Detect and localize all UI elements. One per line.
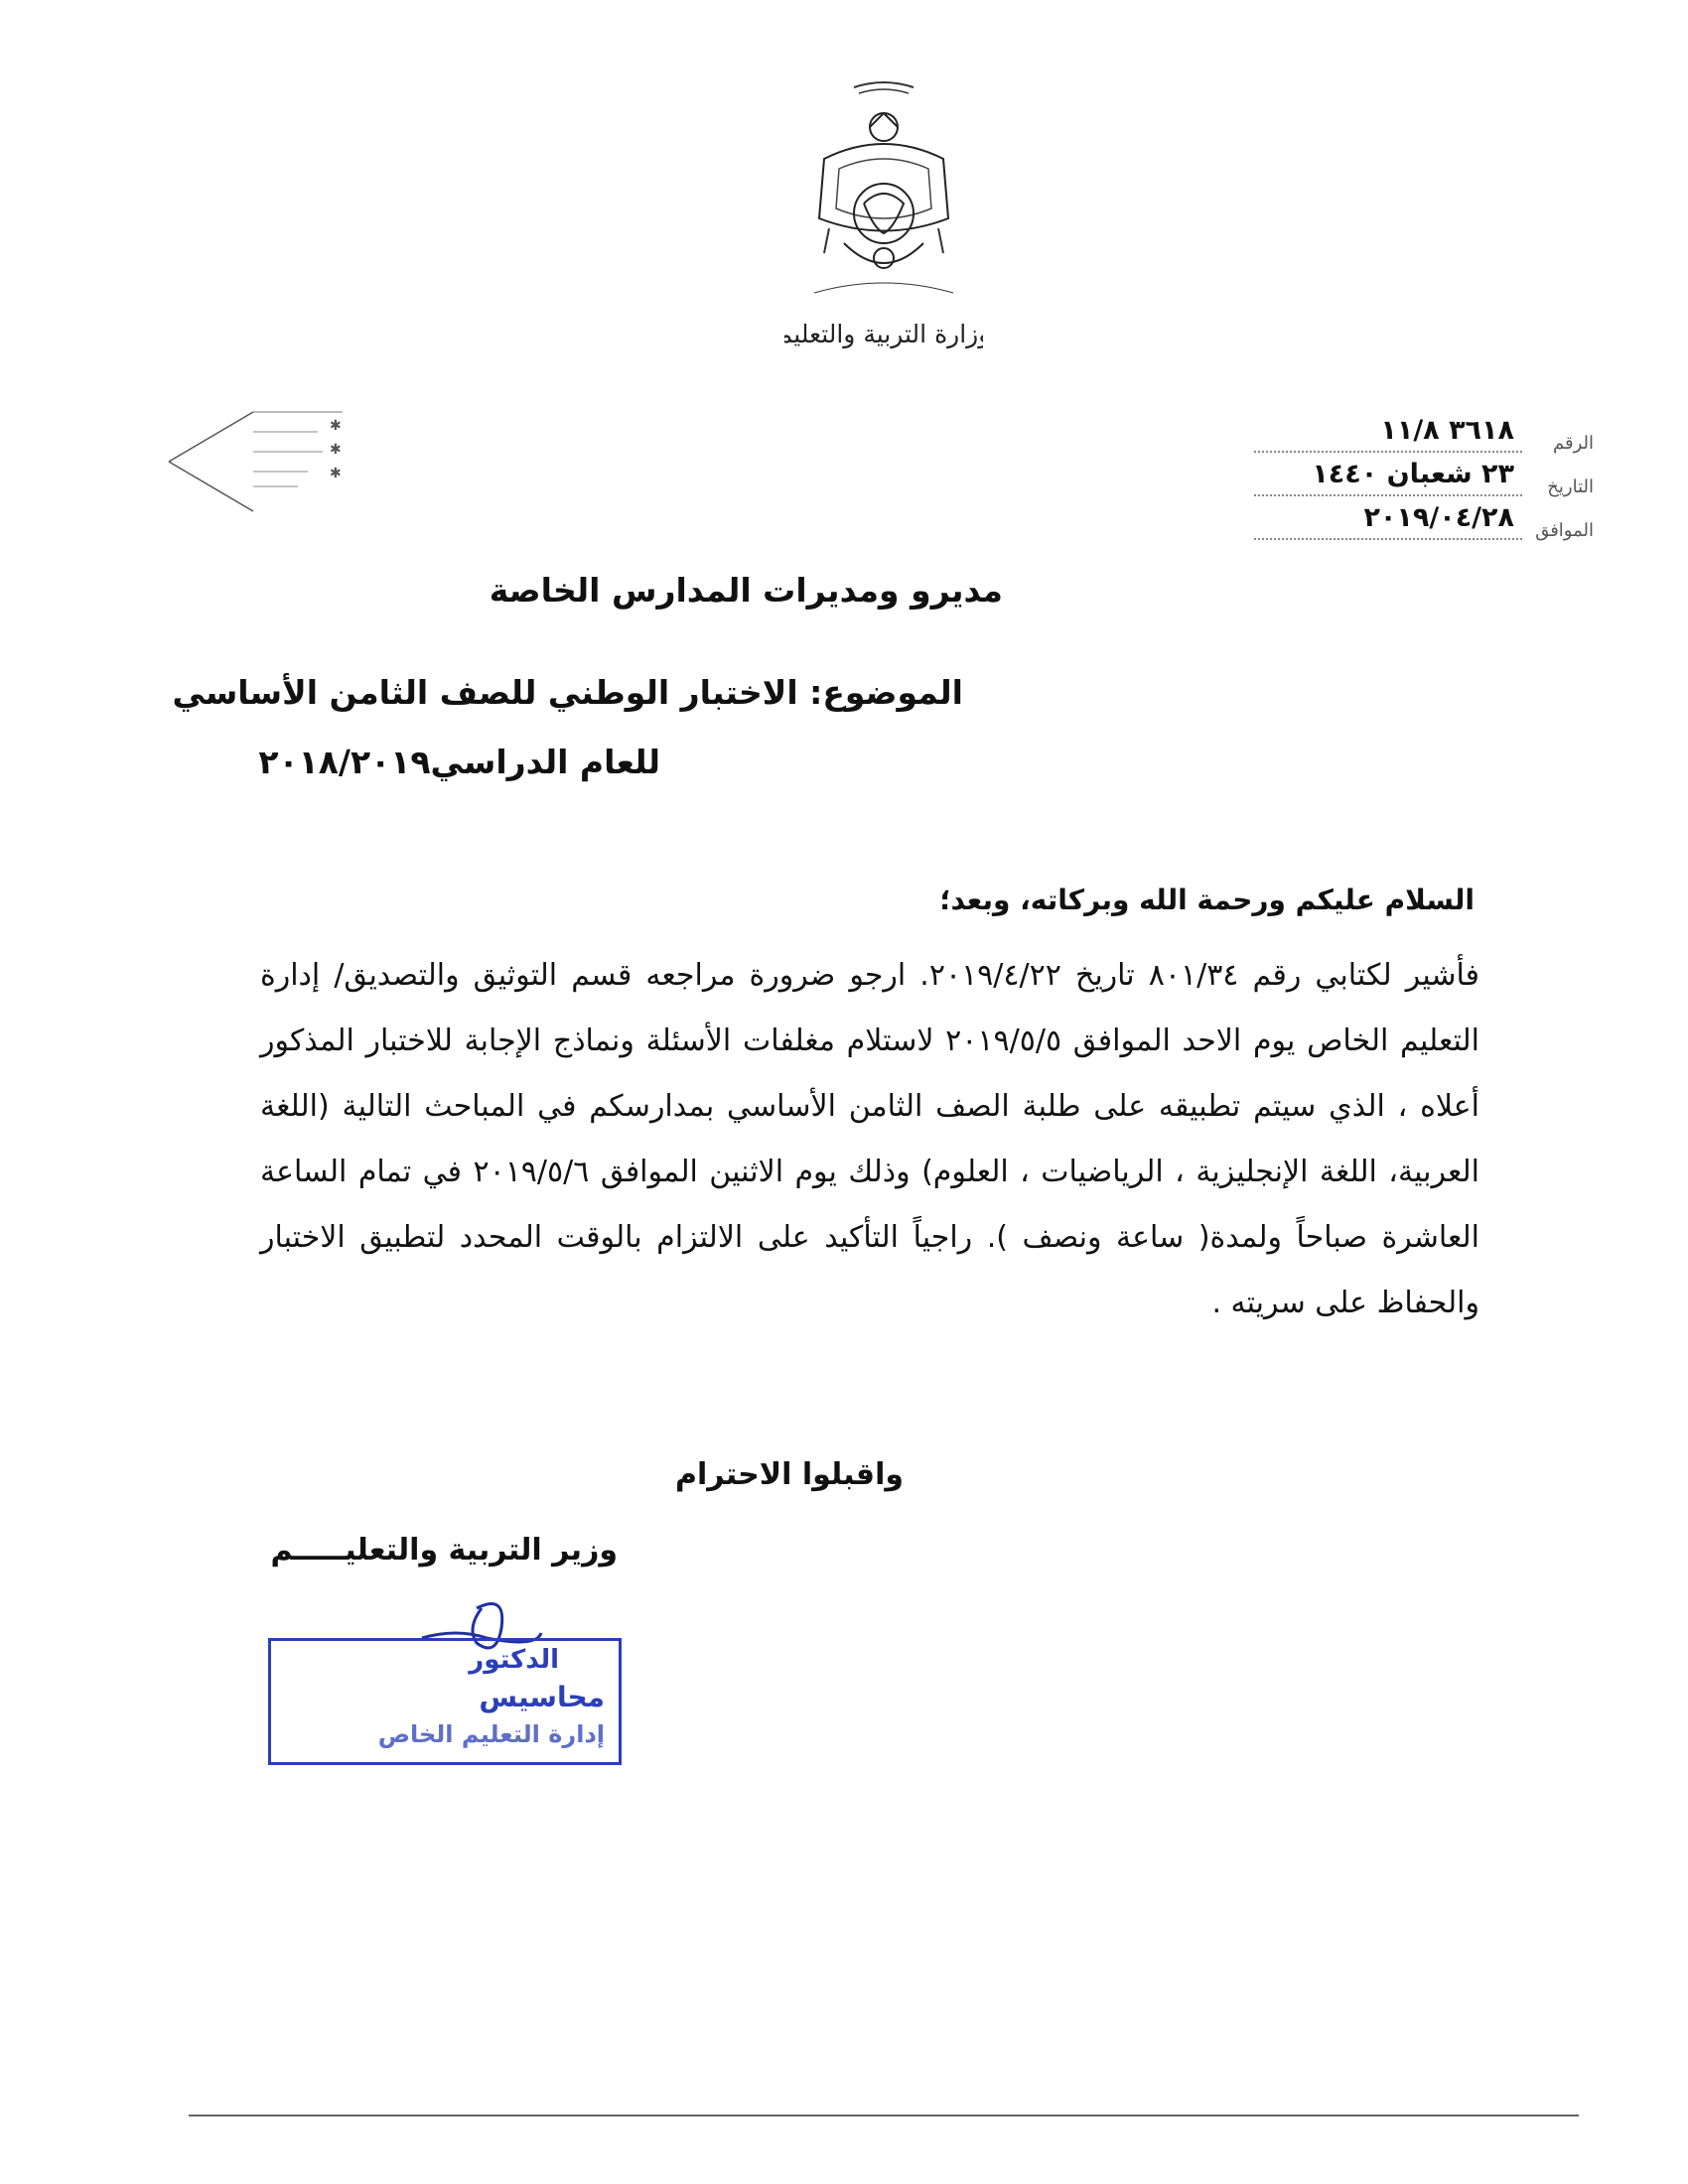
side-stamp bbox=[159, 402, 357, 521]
stamp-title: الدكتور bbox=[469, 1645, 559, 1675]
dotted-line bbox=[1254, 538, 1522, 540]
subject-line: الموضوع: الاختبار الوطني للصف الثامن الأساسي bbox=[172, 673, 963, 712]
letter-body bbox=[260, 943, 1479, 1336]
meta-corresponding-row bbox=[1246, 502, 1594, 546]
gregorian-date: ٢٠١٩/٠٤/٢٨ bbox=[1363, 502, 1514, 533]
meta-number-row bbox=[1246, 415, 1594, 459]
body-paragraph: فأشير لكتابي رقم ٨٠١/٣٤ تاريخ ٢٠١٩/٤/٢٢. ارجو ضرورة مراجعه قسم التوثيق والتصديق/ إدارة التعليم الخاص يوم الاحد الموافق ٢٠١٩/٥/٥ لاستلام مغلفات الأسئلة ونماذج الإجابة للاختبار المذكور أعلاه ، الذي سيتم تطبيقه على طلبة الصف الثامن الأساسي بمدارسكم في المباحث التالية (اللغة العربية، اللغة الإنجليزية ، الرياضيات ، العلوم) وذلك يوم الاثنين الموافق ٢٠١٩/٥/٦ في تمام الساعة العاشرة صباحاً ولمدة( ساعة ونصف ). راجياً التأكيد على الالتزام بالوقت المحدد لتطبيق الاختبار والحفاظ على سريته . bbox=[260, 958, 1479, 1320]
stamp-name: محاسيس bbox=[479, 1681, 605, 1713]
subject-year-line: للعام الدراسي٢٠١٨/٢٠١٩ bbox=[258, 743, 660, 781]
greeting: السلام عليكم ورحمة الله وبركاته، وبعد؛ bbox=[939, 884, 1475, 916]
closing: واقبلوا الاحترام bbox=[674, 1457, 904, 1492]
hijri-date: ٢٣ شعبان ١٤٤٠ bbox=[1312, 459, 1514, 489]
crest-emblem-icon bbox=[784, 69, 983, 357]
letter-meta bbox=[1246, 415, 1594, 546]
stamp-department: إدارة التعليم الخاص bbox=[377, 1720, 605, 1748]
dotted-line bbox=[1254, 494, 1522, 496]
svg-text:✱: ✱ bbox=[330, 442, 342, 458]
corresponding-label: الموافق bbox=[1535, 520, 1594, 541]
svg-text:✱: ✱ bbox=[330, 418, 342, 434]
meta-date-row bbox=[1246, 459, 1594, 502]
ministry-crest bbox=[784, 69, 983, 357]
reference-number: ٣٦١٨ ١١/٨ bbox=[1380, 415, 1514, 446]
addressee: مديرو ومديرات المدارس الخاصة bbox=[489, 571, 1003, 610]
dotted-line bbox=[1254, 451, 1522, 453]
svg-text:✱: ✱ bbox=[330, 466, 342, 481]
footer-divider bbox=[189, 2115, 1579, 2116]
date-label: التاريخ bbox=[1547, 477, 1594, 497]
ministry-name: وزارة التربية والتعليم bbox=[784, 320, 983, 348]
number-label: الرقم bbox=[1552, 433, 1594, 454]
official-stamp bbox=[268, 1638, 622, 1765]
signer-title: وزير التربية والتعليـــــم bbox=[270, 1533, 618, 1568]
